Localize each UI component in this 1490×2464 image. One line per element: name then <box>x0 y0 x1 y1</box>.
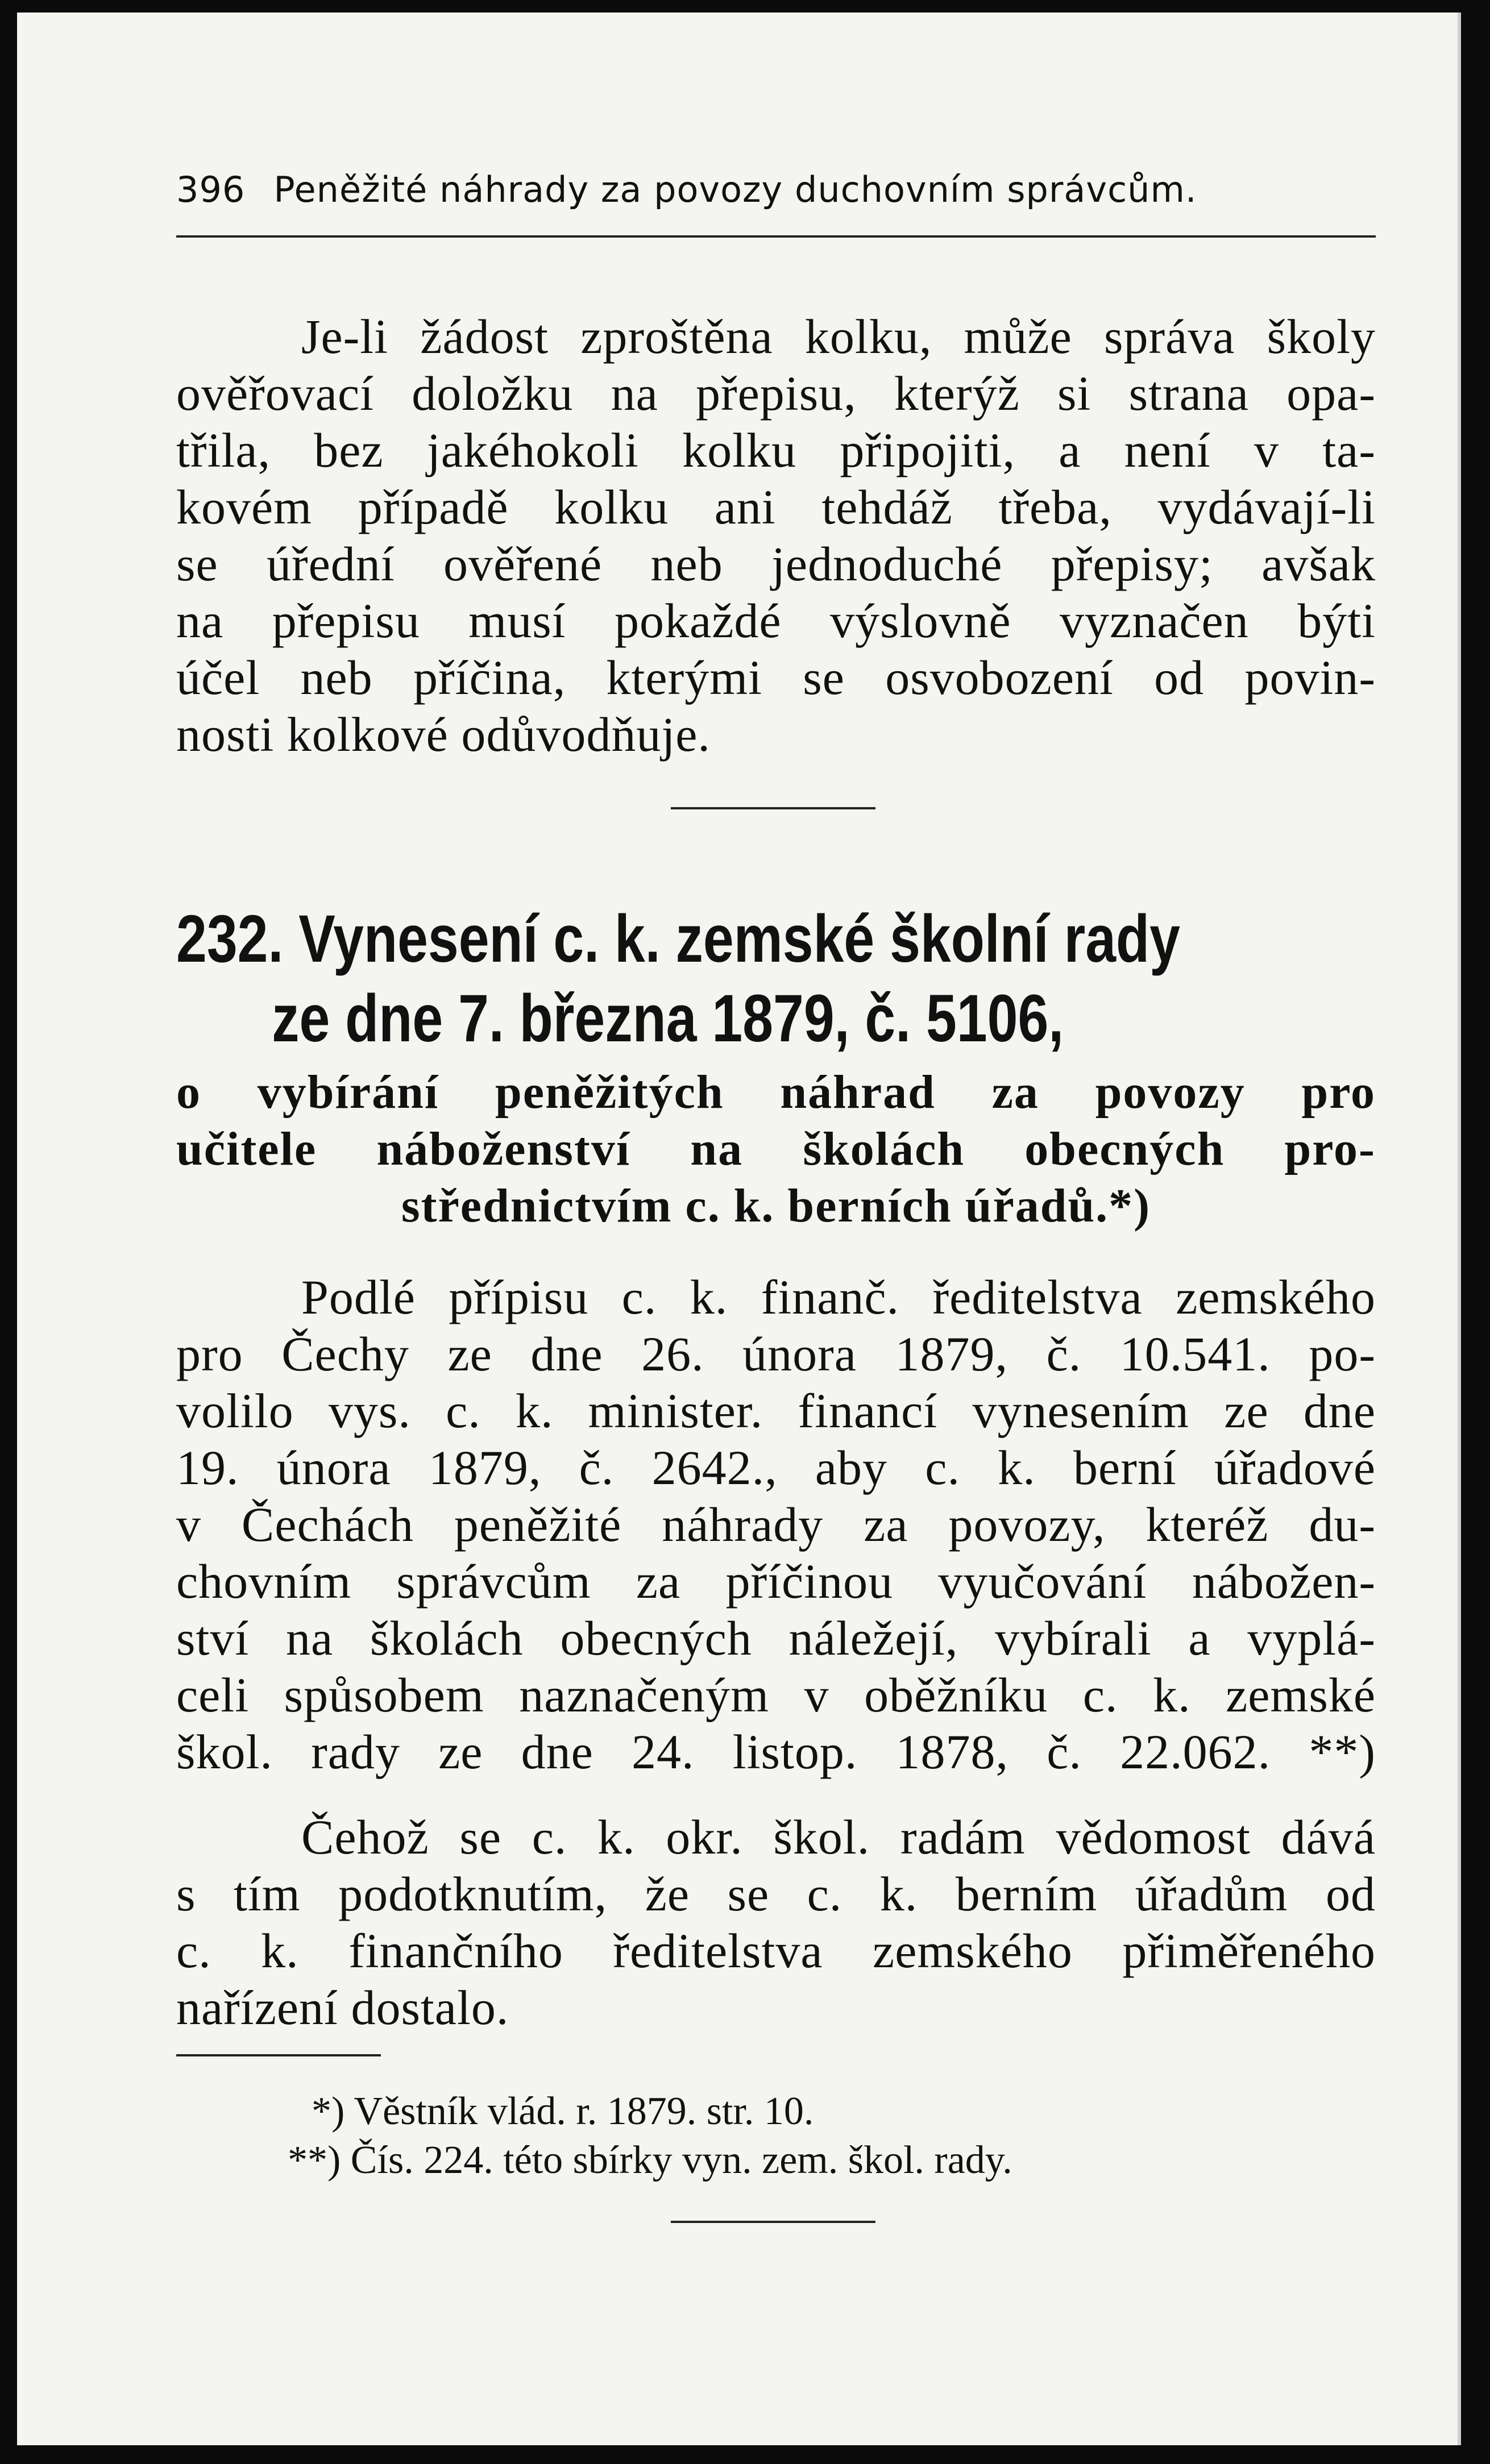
text-line: Čehož se c. k. okr. škol. radám vědomost dává <box>301 1810 1376 1864</box>
section-title <box>176 899 1376 1058</box>
text-line: škol. rady ze dne 24. listop. 1878, č. 22.062. **) <box>176 1725 1376 1779</box>
subtitle-line: o vybírání peněžitých náhrad za povozy pro <box>176 1066 1376 1119</box>
header-rule <box>176 235 1376 238</box>
page-number: 396 <box>176 169 246 210</box>
text-line: ství na školách obecných náležejí, vybírali a vyplá- <box>176 1611 1376 1665</box>
footnotes <box>176 2087 1376 2185</box>
footnote-rule <box>176 2054 381 2056</box>
text-line: s tím podotknutím, že se c. k. berním úřadům od <box>176 1867 1376 1921</box>
text-line: kovém případě kolku ani tehdáž třeba, vydávají-li <box>176 480 1376 534</box>
text-line: na přepisu musí pokaždé výslovně vyznačen býti <box>176 593 1376 648</box>
text-line: celi spůsobem naznačeným v oběžníku c. k. zemské <box>176 1668 1376 1722</box>
body-paragraph-1 <box>176 1269 1376 1780</box>
section-divider <box>671 807 875 809</box>
text-line: c. k. finančního ředitelstva zemského přiměřeného <box>176 1923 1376 1978</box>
intro-paragraph <box>176 308 1376 763</box>
text-line: Je-li žádost zproštěna kolku, může správa školy <box>301 309 1376 364</box>
end-divider <box>671 2221 875 2223</box>
subtitle-line: střednictvím c. k. berních úřadů.*) <box>401 1179 1151 1232</box>
text-line: se úřední ověřené neb jednoduché přepisy; avšak <box>176 537 1376 591</box>
text-line: Podlé přípisu c. k. finanč. ředitelstva zemského <box>301 1270 1376 1324</box>
footnote: *) Věstník vlád. r. 1879. str. 10. <box>312 2089 814 2133</box>
text-line: účel neb příčina, kterými se osvobození od povin- <box>176 650 1376 705</box>
text-line: 19. února 1879, č. 2642., aby c. k. berní úřadové <box>176 1440 1376 1495</box>
body-paragraph-2 <box>176 1809 1376 2036</box>
text-line: nařízení dostalo. <box>176 1980 509 2035</box>
text-line: chovním správcům za příčinou vyučování nábožen- <box>176 1554 1376 1609</box>
document-page <box>17 13 1461 2445</box>
text-line: nosti kolkové odůvodňuje. <box>176 707 711 762</box>
footnote: **) Čís. 224. této sbírky vyn. zem. škol. rady. <box>288 2138 1012 2182</box>
text-line: v Čechách peněžité náhrady za povozy, kteréž du- <box>176 1497 1376 1552</box>
running-header <box>176 169 1376 210</box>
running-title: Peněžité náhrady za povozy duchovním správcům. <box>273 169 1197 210</box>
text-line: třila, bez jakéhokoli kolku připojiti, a není v ta- <box>176 423 1376 477</box>
section-title-line: ze dne 7. března 1879, č. 5106, <box>272 981 1064 1056</box>
section-title-line: 232. Vynesení c. k. zemské školní rady <box>176 901 1180 977</box>
text-line: ověřovací doložku na přepisu, kterýž si strana opa- <box>176 366 1376 421</box>
text-line: volilo vys. c. k. minister. financí vynesením ze dne <box>176 1383 1376 1438</box>
text-line: pro Čechy ze dne 26. února 1879, č. 10.541. po- <box>176 1327 1376 1381</box>
subtitle-line: učitele náboženství na školách obecných pro- <box>176 1123 1376 1175</box>
section-subtitle <box>176 1064 1376 1235</box>
